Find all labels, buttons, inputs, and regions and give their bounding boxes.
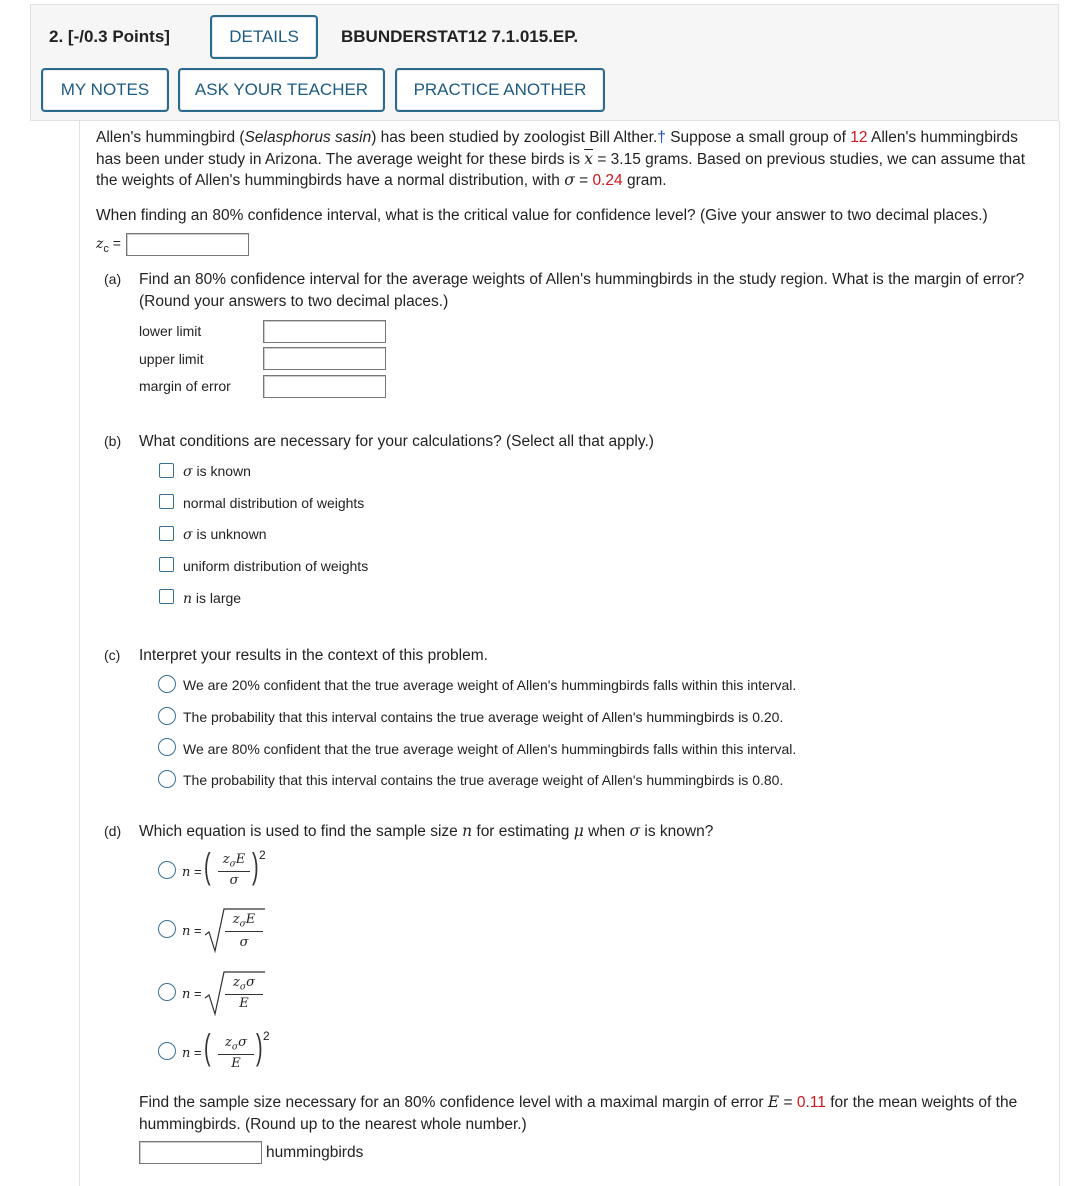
intro-paragraph [96, 127, 1046, 192]
radio-c-option-3[interactable] [158, 738, 176, 756]
part-b-question: What conditions are necessary for your calculations? (Select all that apply.) [139, 433, 654, 450]
ask-your-teacher-button[interactable]: ASK YOUR TEACHER [178, 68, 385, 112]
lower-limit-label: lower limit [139, 323, 202, 339]
radio-d-option-4[interactable] [158, 1042, 176, 1060]
zc-label: $z_c$ = [96, 235, 121, 255]
footnote-link[interactable]: † [657, 129, 666, 146]
radio-d-option-2[interactable] [158, 920, 176, 938]
eq1-n-label: n = [182, 864, 202, 880]
xbar-symbol: $\overline{x}$ [584, 149, 594, 168]
radio-c-option-2-label: The probability that this interval contains the true average weight of Allen's hummingbirds is 0.20. [183, 709, 784, 725]
eq1-right-paren: ) [252, 845, 259, 886]
margin-of-error-input[interactable] [263, 375, 386, 398]
radio-d-option-3[interactable] [158, 983, 176, 1001]
margin-of-error-label: margin of error [139, 378, 231, 394]
part-a-question [139, 269, 1024, 312]
part-c-letter: (c) [104, 647, 121, 663]
eq4-fraction: $z_\sigma\sigma$ E [218, 1034, 254, 1071]
intro-line-2: has been under study in Arizona. The average weight for these birds is $\overline{x} = 3.15$ grams. Based on previous studies, we can assume that [96, 149, 1026, 168]
eq4-n-label: n = [182, 1045, 202, 1061]
critical-value-question: When finding an 80% confidence interval, what is the critical value for confidence level? (Give your answer to two decimal places.) [96, 207, 988, 224]
radio-c-option-4-label: The probability that this interval contains the true average weight of Allen's hummingbirds is 0.80. [183, 772, 784, 788]
checkbox-n-large-label: n is large [183, 590, 242, 607]
part-d-letter: (d) [104, 823, 122, 839]
part-a-line-2: (Round your answers to two decimal places.) [139, 292, 449, 310]
part-a-line-1: Find an 80% confidence interval for the average weights of Allen's hummingbirds in the study region. What is the margin of error? [139, 271, 1025, 288]
sample-size-unit: hummingbirds [266, 1144, 364, 1161]
intro-line-3: the weights of Allen's hummingbirds have a normal distribution, with σ = 0.24 gram. [96, 171, 667, 189]
my-notes-button[interactable]: MY NOTES [41, 68, 169, 112]
practice-another-button[interactable]: PRACTICE ANOTHER [395, 68, 605, 112]
eq2-fraction: $z_\sigma E$ σ [225, 911, 263, 950]
radio-c-option-2[interactable] [158, 707, 176, 725]
points-label: [-/0.3 Points] [67, 27, 170, 46]
radio-d-option-1[interactable] [158, 861, 176, 879]
intro-line-1: Allen's hummingbird (Selasphorus sasin) has been studied by zoologist Bill Alther.† Suppose a small group of 12 Allen's hummingbirds [96, 129, 1018, 146]
eq1-fraction: $z_\sigma E$ σ [218, 851, 250, 888]
checkbox-uniform-distribution-label: uniform distribution of weights [183, 558, 369, 574]
eq2-n-label: n = [182, 923, 202, 939]
sample-count-value: 12 [850, 129, 868, 146]
upper-limit-input[interactable] [263, 347, 386, 370]
radio-c-option-1-label: We are 20% confident that the true average weight of Allen's hummingbirds falls within this interval. [183, 677, 797, 693]
upper-limit-label: upper limit [139, 351, 204, 367]
sample-size-input[interactable] [139, 1141, 262, 1164]
eq1-exponent: 2 [259, 848, 266, 862]
question-content [79, 121, 1060, 1186]
checkbox-sigma-unknown-label: σ is unknown [183, 526, 267, 543]
zc-input[interactable] [126, 233, 249, 256]
question-header [30, 4, 1059, 121]
checkbox-normal-distribution[interactable] [159, 494, 174, 509]
species-name: Selasphorus sasin [244, 129, 372, 146]
eq4-left-paren: ( [204, 1026, 211, 1067]
part-c-question: Interpret your results in the context of this problem. [139, 647, 488, 664]
sample-size-question [139, 1092, 1017, 1135]
radio-c-option-1[interactable] [158, 675, 176, 693]
problem-code: BBUNDERSTAT12 7.1.015.EP. [341, 27, 579, 46]
radio-c-option-4[interactable] [158, 770, 176, 788]
eq3-n-label: n = [182, 986, 202, 1002]
margin-e-value: 0.11 [796, 1094, 826, 1111]
eq1-left-paren: ( [204, 845, 211, 886]
sigma-symbol: σ [564, 171, 575, 189]
checkbox-n-large[interactable] [159, 589, 174, 604]
details-button[interactable]: DETAILS [210, 15, 318, 59]
sigma-value: 0.24 [592, 172, 623, 189]
eq4-exponent: 2 [263, 1029, 270, 1043]
part-a-letter: (a) [104, 271, 122, 287]
eq4-right-paren: ) [256, 1026, 263, 1067]
checkbox-normal-distribution-label: normal distribution of weights [183, 495, 365, 511]
sample-size-line-2: hummingbirds. (Round up to the nearest whole number.) [139, 1115, 527, 1133]
sample-size-line-1: Find the sample size necessary for an 80% confidence level with a maximal margin of error E = 0.11 for the mean weights of the [139, 1093, 1018, 1111]
part-b-letter: (b) [104, 433, 122, 449]
checkbox-uniform-distribution[interactable] [159, 557, 174, 572]
eq3-fraction: $z_\sigma\sigma$ E [225, 974, 263, 1011]
checkbox-sigma-known[interactable] [159, 463, 174, 478]
checkbox-sigma-known-label: σ is known [183, 463, 251, 480]
question-number-points [49, 27, 170, 47]
lower-limit-input[interactable] [263, 320, 386, 343]
checkbox-sigma-unknown[interactable] [159, 526, 174, 541]
part-d-question: Which equation is used to find the sample size n for estimating μ when σ is known? [139, 822, 714, 840]
question-number: 2. [49, 27, 64, 46]
radio-c-option-3-label: We are 80% confident that the true average weight of Allen's hummingbirds falls within this interval. [183, 741, 797, 757]
